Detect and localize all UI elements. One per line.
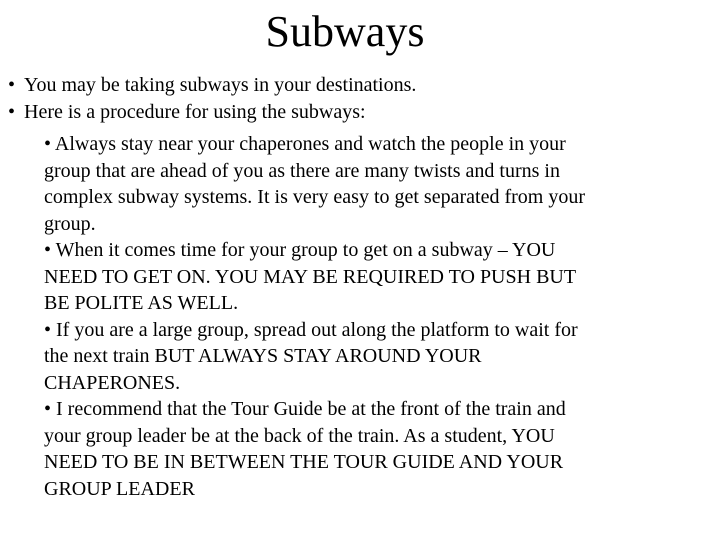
bullet-icon: • xyxy=(8,74,16,96)
procedure-line: GROUP LEADER xyxy=(44,477,195,500)
procedure-line: complex subway systems. It is very easy to get separated from your xyxy=(44,186,585,208)
procedure-item-boarding xyxy=(44,237,708,317)
bullet-text: You may be taking subways in your destinations. xyxy=(24,74,417,96)
procedure-line: • I recommend that the Tour Guide be at the front of the train and xyxy=(44,398,566,420)
procedure-line: • When it comes time for your group to get on a subway – YOU xyxy=(44,239,556,261)
procedure-line: • Always stay near your chaperones and watch the people in your xyxy=(44,133,566,155)
procedure-list xyxy=(44,131,708,502)
procedure-line: BE POLITE AS WELL. xyxy=(44,292,239,314)
procedure-item-platform xyxy=(44,317,708,397)
procedure-line: group. xyxy=(44,212,96,235)
bullet-text: Here is a procedure for using the subways: xyxy=(24,101,366,123)
slide-title: Subways xyxy=(265,7,425,56)
procedure-line: the next train BUT ALWAYS STAY AROUND YOUR xyxy=(44,345,482,367)
bullet-item xyxy=(8,99,708,126)
procedure-line: CHAPERONES. xyxy=(44,371,181,394)
bullet-list xyxy=(8,72,708,126)
procedure-line: NEED TO GET ON. YOU MAY BE REQUIRED TO PUSH BUT xyxy=(44,265,577,288)
bullet-item xyxy=(8,72,708,99)
procedure-item-positioning xyxy=(44,396,708,502)
procedure-line: • If you are a large group, spread out along the platform to wait for xyxy=(44,318,578,341)
procedure-line: your group leader be at the back of the train. As a student, YOU xyxy=(44,424,555,447)
procedure-item-chaperones xyxy=(44,131,708,237)
procedure-line: group that are ahead of you as there are many twists and turns in xyxy=(44,159,560,182)
bullet-icon: • xyxy=(8,101,16,123)
procedure-line: NEED TO BE IN BETWEEN THE TOUR GUIDE AND YOUR xyxy=(44,451,564,473)
